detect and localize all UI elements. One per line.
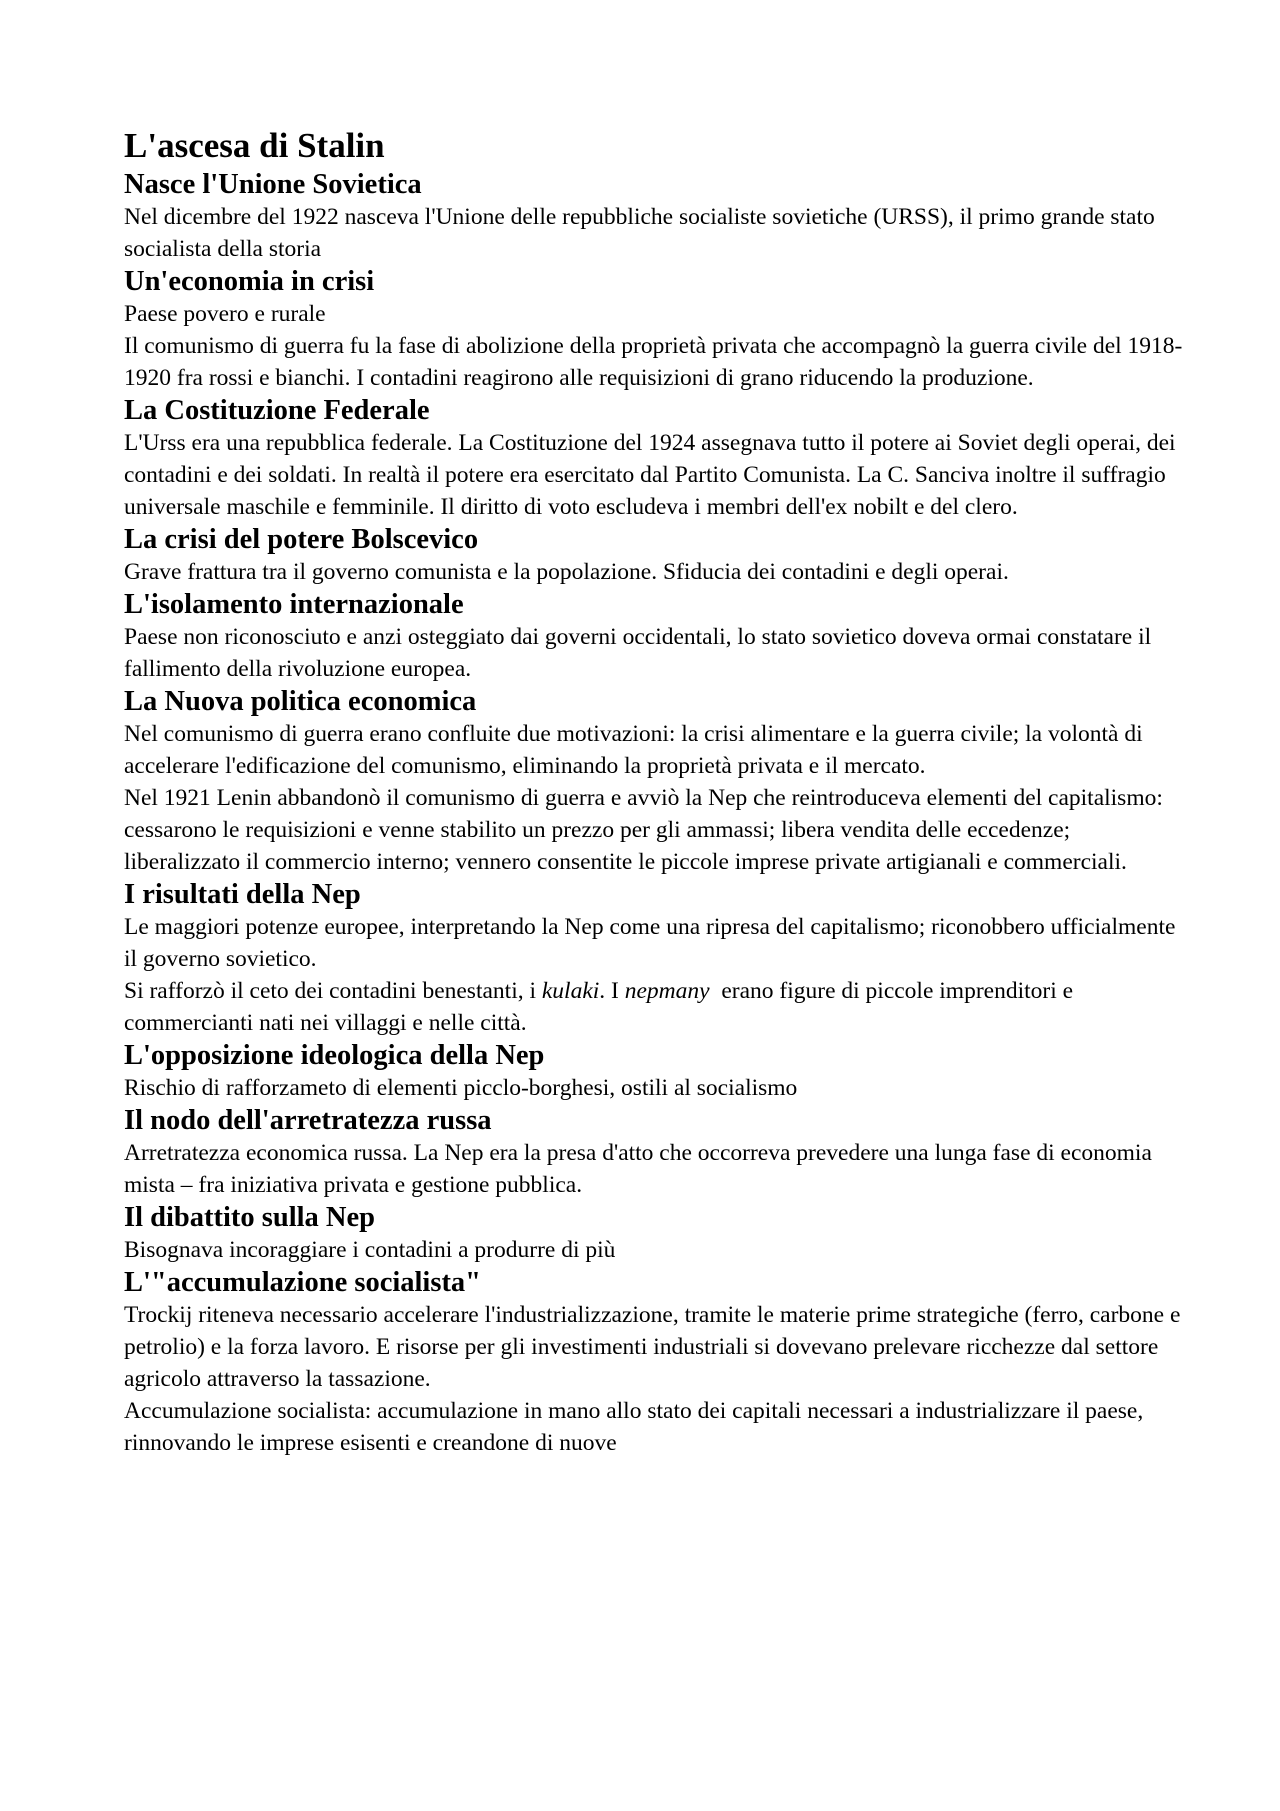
section-paragraph: Nel dicembre del 1922 nasceva l'Unione delle repubbliche socialiste sovietiche (URSS), il primo grande stato socialista della storia: [124, 204, 1155, 262]
section-heading: Il nodo dell'arretratezza russa: [124, 1105, 492, 1136]
section-heading: La Nuova politica economica: [124, 686, 477, 717]
section-paragraph: Nel comunismo di guerra erano confluite due motivazioni: la crisi alimentare e la guerra civile; la volontà di accelerare l'edificazione del comunismo, eliminando la proprietà privata e il mercato.: [124, 721, 1143, 779]
section-heading: Un'economia in crisi: [124, 266, 375, 297]
section-paragraph: Bisognava incoraggiare i contadini a produrre di più: [124, 1237, 616, 1263]
section-heading: L'opposizione ideologica della Nep: [124, 1040, 545, 1071]
section-paragraph: Paese non riconosciuto e anzi osteggiato dai governi occidentali, lo stato sovietico doveva ormai constatare il fallimento della rivoluzione europea.: [124, 624, 1152, 682]
document-title: L'ascesa di Stalin: [124, 126, 385, 165]
section-paragraph: [124, 975, 1184, 1039]
section-paragraph: Rischio di rafforzameto di elementi picclo-borghesi, ostili al socialismo: [124, 1075, 798, 1101]
section-heading: I risultati della Nep: [124, 879, 361, 910]
document-body: [124, 168, 1184, 1459]
text-run: . I: [599, 978, 625, 1004]
text-run: erano figure di piccole imprenditori e commercianti nati nei villaggi e nelle città.: [124, 978, 1079, 1036]
text-run: Si rafforzò il ceto dei contadini benestanti, i: [124, 978, 542, 1004]
italic-term: nepmany: [624, 978, 710, 1004]
section-paragraph: Il comunismo di guerra fu la fase di abolizione della proprietà privata che accompagnò la guerra civile del 1918-1920 fra rossi e bianchi. I contadini reagirono alle requisizioni di grano riducendo la produzione.: [124, 333, 1183, 391]
section-paragraph: Paese povero e rurale: [124, 301, 326, 327]
section-paragraph: Nel 1921 Lenin abbandonò il comunismo di guerra e avviò la Nep che reintroduceva elementi del capitalismo: cessarono le requisizioni e venne stabilito un prezzo per gli ammassi; libera vendita delle eccedenze; liberalizzato il commercio interno; vennero consentite le piccole imprese private artigianali e commerciali.: [124, 785, 1163, 875]
section-paragraph: Accumulazione socialista: accumulazione in mano allo stato dei capitali necessari a industrializzare il paese, rinnovando le imprese esisenti e creandone di nuove: [124, 1398, 1144, 1456]
document-page: [124, 126, 1184, 1459]
section-heading: L'isolamento internazionale: [124, 589, 464, 620]
section-paragraph: Trockij riteneva necessario accelerare l'industrializzazione, tramite le materie prime strategiche (ferro, carbone e petrolio) e la forza lavoro. E risorse per gli investimenti industriali si dovevano prelevare ricchezze dal settore agricolo attraverso la tassazione.: [124, 1302, 1181, 1392]
section-heading: Il dibattito sulla Nep: [124, 1202, 376, 1233]
section-paragraph: Le maggiori potenze europee, interpretando la Nep come una ripresa del capitalismo; riconobbero ufficialmente il governo sovietico.: [124, 914, 1176, 972]
section-paragraph: Grave frattura tra il governo comunista e la popolazione. Sfiducia dei contadini e degli operai.: [124, 559, 1009, 585]
section-heading: Nasce l'Unione Sovietica: [124, 169, 422, 200]
section-heading: L'"accumulazione socialista": [124, 1267, 482, 1298]
section-paragraph: Arretratezza economica russa. La Nep era la presa d'atto che occorreva prevedere una lunga fase di economia mista – fra iniziativa privata e gestione pubblica.: [124, 1140, 1152, 1198]
section-heading: La Costituzione Federale: [124, 395, 430, 426]
italic-term: kulaki: [541, 978, 600, 1004]
section-heading: La crisi del potere Bolscevico: [124, 524, 479, 555]
section-paragraph: L'Urss era una repubblica federale. La Costituzione del 1924 assegnava tutto il potere ai Soviet degli operai, dei contadini e dei soldati. In realtà il potere era esercitato dal Partito Comunista. La C. Sanciva inoltre il suffragio universale maschile e femminile. Il diritto di voto escludeva i membri dell'ex nobilt e del clero.: [124, 430, 1176, 520]
